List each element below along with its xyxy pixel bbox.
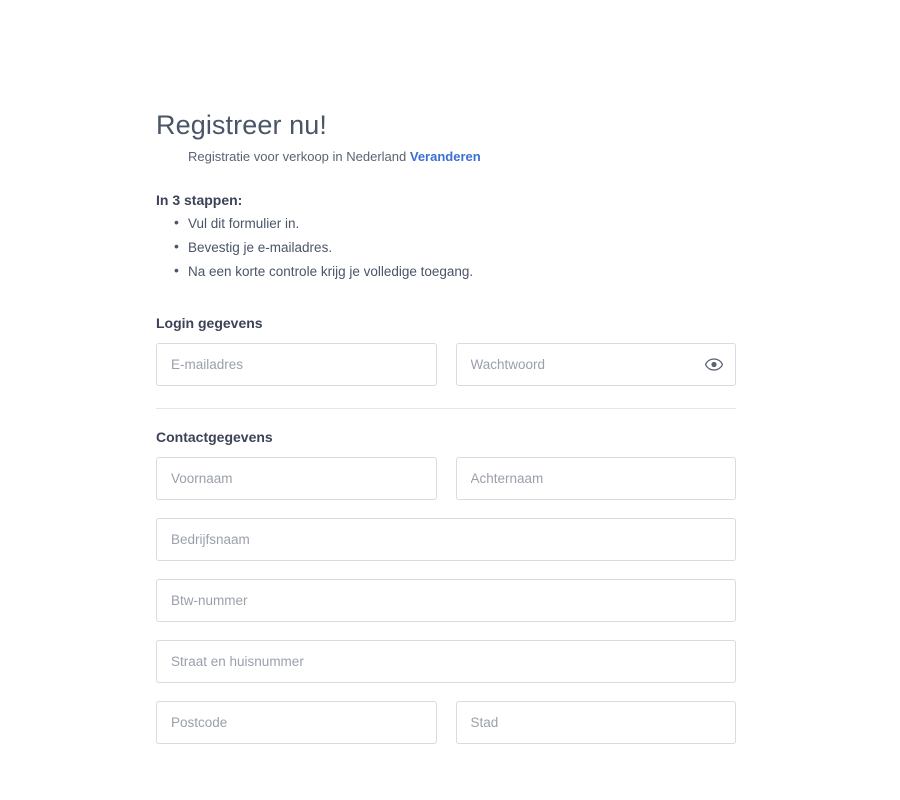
page-title: Registreer nu!	[156, 110, 327, 140]
section-divider	[156, 408, 736, 409]
postal-code-field[interactable]	[156, 701, 437, 744]
subtitle-text: Registratie voor verkoop in Nederland	[188, 149, 407, 164]
last-name-field-wrapper	[456, 457, 737, 500]
registration-subtitle	[188, 148, 736, 166]
name-fields-row	[156, 457, 736, 500]
contact-section-heading: Contactgegevens	[156, 429, 273, 445]
city-field-wrapper	[456, 701, 737, 744]
city-field[interactable]	[456, 701, 737, 744]
change-country-link[interactable]: Veranderen	[409, 149, 481, 164]
company-field-wrapper	[156, 518, 736, 561]
postal-city-row	[156, 701, 736, 744]
vat-field-wrapper	[156, 579, 736, 622]
list-item: • Bevestig je e-mailadres.	[174, 238, 736, 257]
email-field-wrapper	[156, 343, 437, 386]
vat-number-field[interactable]	[156, 579, 736, 622]
postal-code-field-wrapper	[156, 701, 437, 744]
login-fields-row	[156, 343, 736, 386]
street-field-wrapper	[156, 640, 736, 683]
eye-icon[interactable]	[704, 355, 724, 375]
steps-heading: In 3 stappen:	[156, 192, 243, 208]
vat-row	[156, 579, 736, 622]
password-field-wrapper	[456, 343, 737, 386]
list-item: • Vul dit formulier in.	[174, 214, 736, 233]
password-field[interactable]	[456, 343, 737, 386]
login-section-heading: Login gegevens	[156, 315, 263, 331]
list-item: • Na een korte controle krijg je volledige toegang.	[174, 262, 736, 281]
company-name-field[interactable]	[156, 518, 736, 561]
first-name-field-wrapper	[156, 457, 437, 500]
email-field[interactable]	[156, 343, 437, 386]
street-row	[156, 640, 736, 683]
first-name-field[interactable]	[156, 457, 437, 500]
last-name-field[interactable]	[456, 457, 737, 500]
steps-list	[156, 214, 736, 281]
registration-form-container	[156, 108, 736, 756]
street-address-field[interactable]	[156, 640, 736, 683]
company-row	[156, 518, 736, 561]
